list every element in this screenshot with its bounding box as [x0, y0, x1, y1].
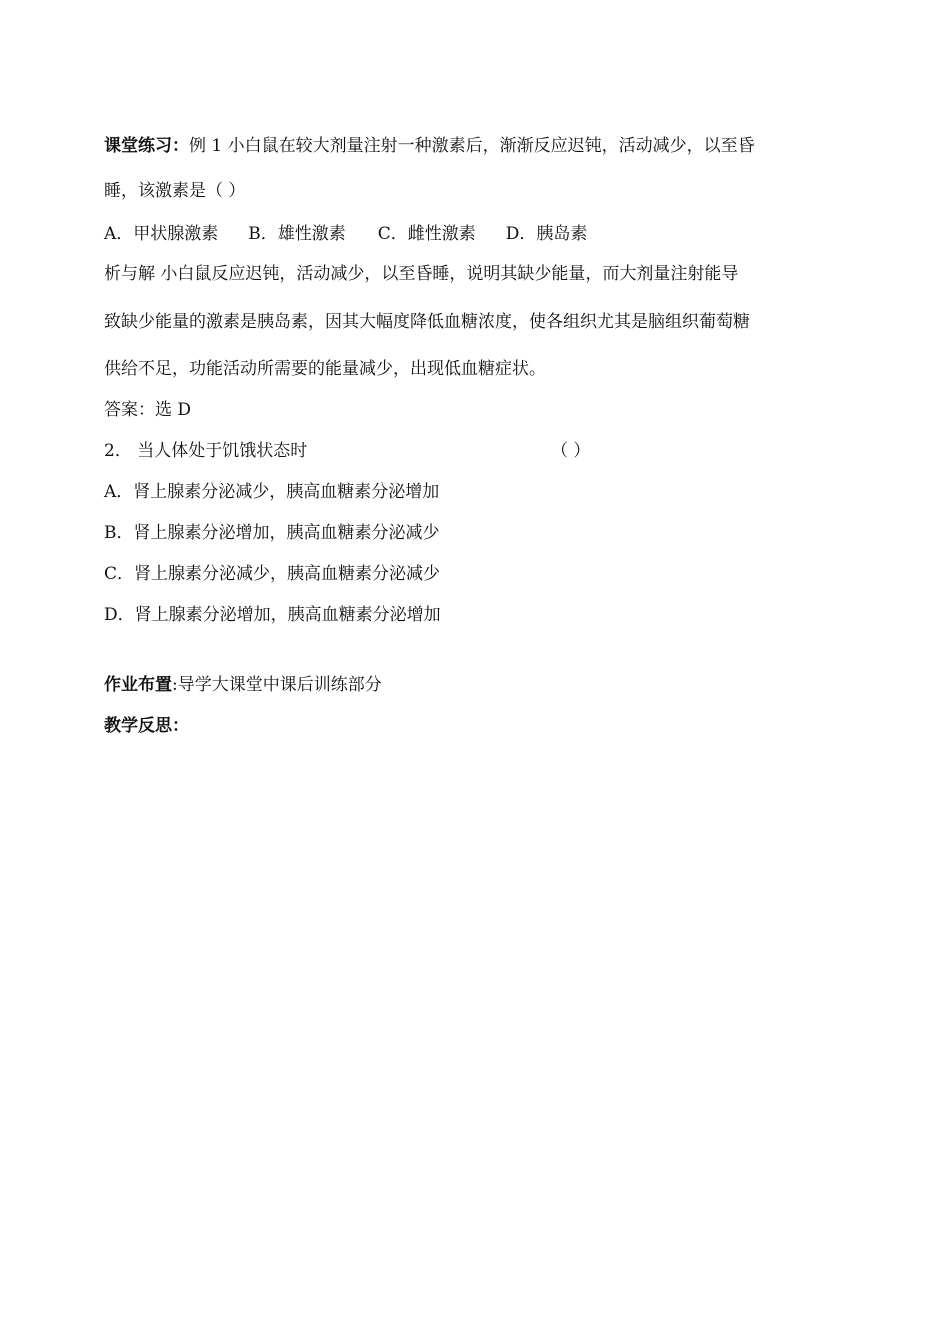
question-2-stem: 2． 当人体处于饥饿状态时 — [104, 441, 308, 461]
question-2-option-b: B．肾上腺素分泌增加，胰高血糖素分泌减少 — [104, 523, 440, 543]
example-1-text-1: 例 1 小白鼠在较大剂量注射一种激素后，渐渐反应迟钝，活动减少，以至昏 — [189, 136, 755, 156]
option-a: A．甲状腺激素 — [104, 224, 219, 244]
example-1-options — [104, 223, 587, 245]
homework-label: 作业布置 — [104, 675, 172, 695]
example-1-line-1 — [104, 135, 755, 157]
question-2-option-d: D．肾上腺素分泌增加，胰高血糖素分泌增加 — [104, 605, 441, 625]
practice-heading: 课堂练习： — [104, 136, 189, 156]
homework-line — [104, 674, 382, 696]
reflection-label: 教学反思： — [104, 716, 189, 736]
example-1-line-2: 睡，该激素是（ ） — [104, 181, 246, 201]
option-c: C．雌性激素 — [377, 224, 476, 244]
analysis-line-2: 致缺少能量的激素是胰岛素，因其大幅度降低血糖浓度，使各组织尤其是脑组织葡萄糖 — [104, 312, 750, 332]
question-2-option-a: A．肾上腺素分泌减少，胰高血糖素分泌增加 — [104, 482, 440, 502]
question-2-blank: （ ） — [551, 441, 591, 461]
option-b: B．雄性激素 — [248, 224, 346, 244]
question-2-option-c: C．肾上腺素分泌减少，胰高血糖素分泌减少 — [104, 564, 441, 584]
analysis-line-1: 析与解 小白鼠反应迟钝，活动减少，以至昏睡，说明其缺少能量，而大剂量注射能导 — [104, 264, 739, 284]
option-d: D．胰岛素 — [505, 224, 588, 244]
analysis-line-3: 供给不足，功能活动所需要的能量减少，出现低血糖症状。 — [104, 359, 546, 379]
homework-text: :导学大课堂中课后训练部分 — [172, 675, 382, 695]
answer-line: 答案：选 D — [104, 400, 192, 420]
